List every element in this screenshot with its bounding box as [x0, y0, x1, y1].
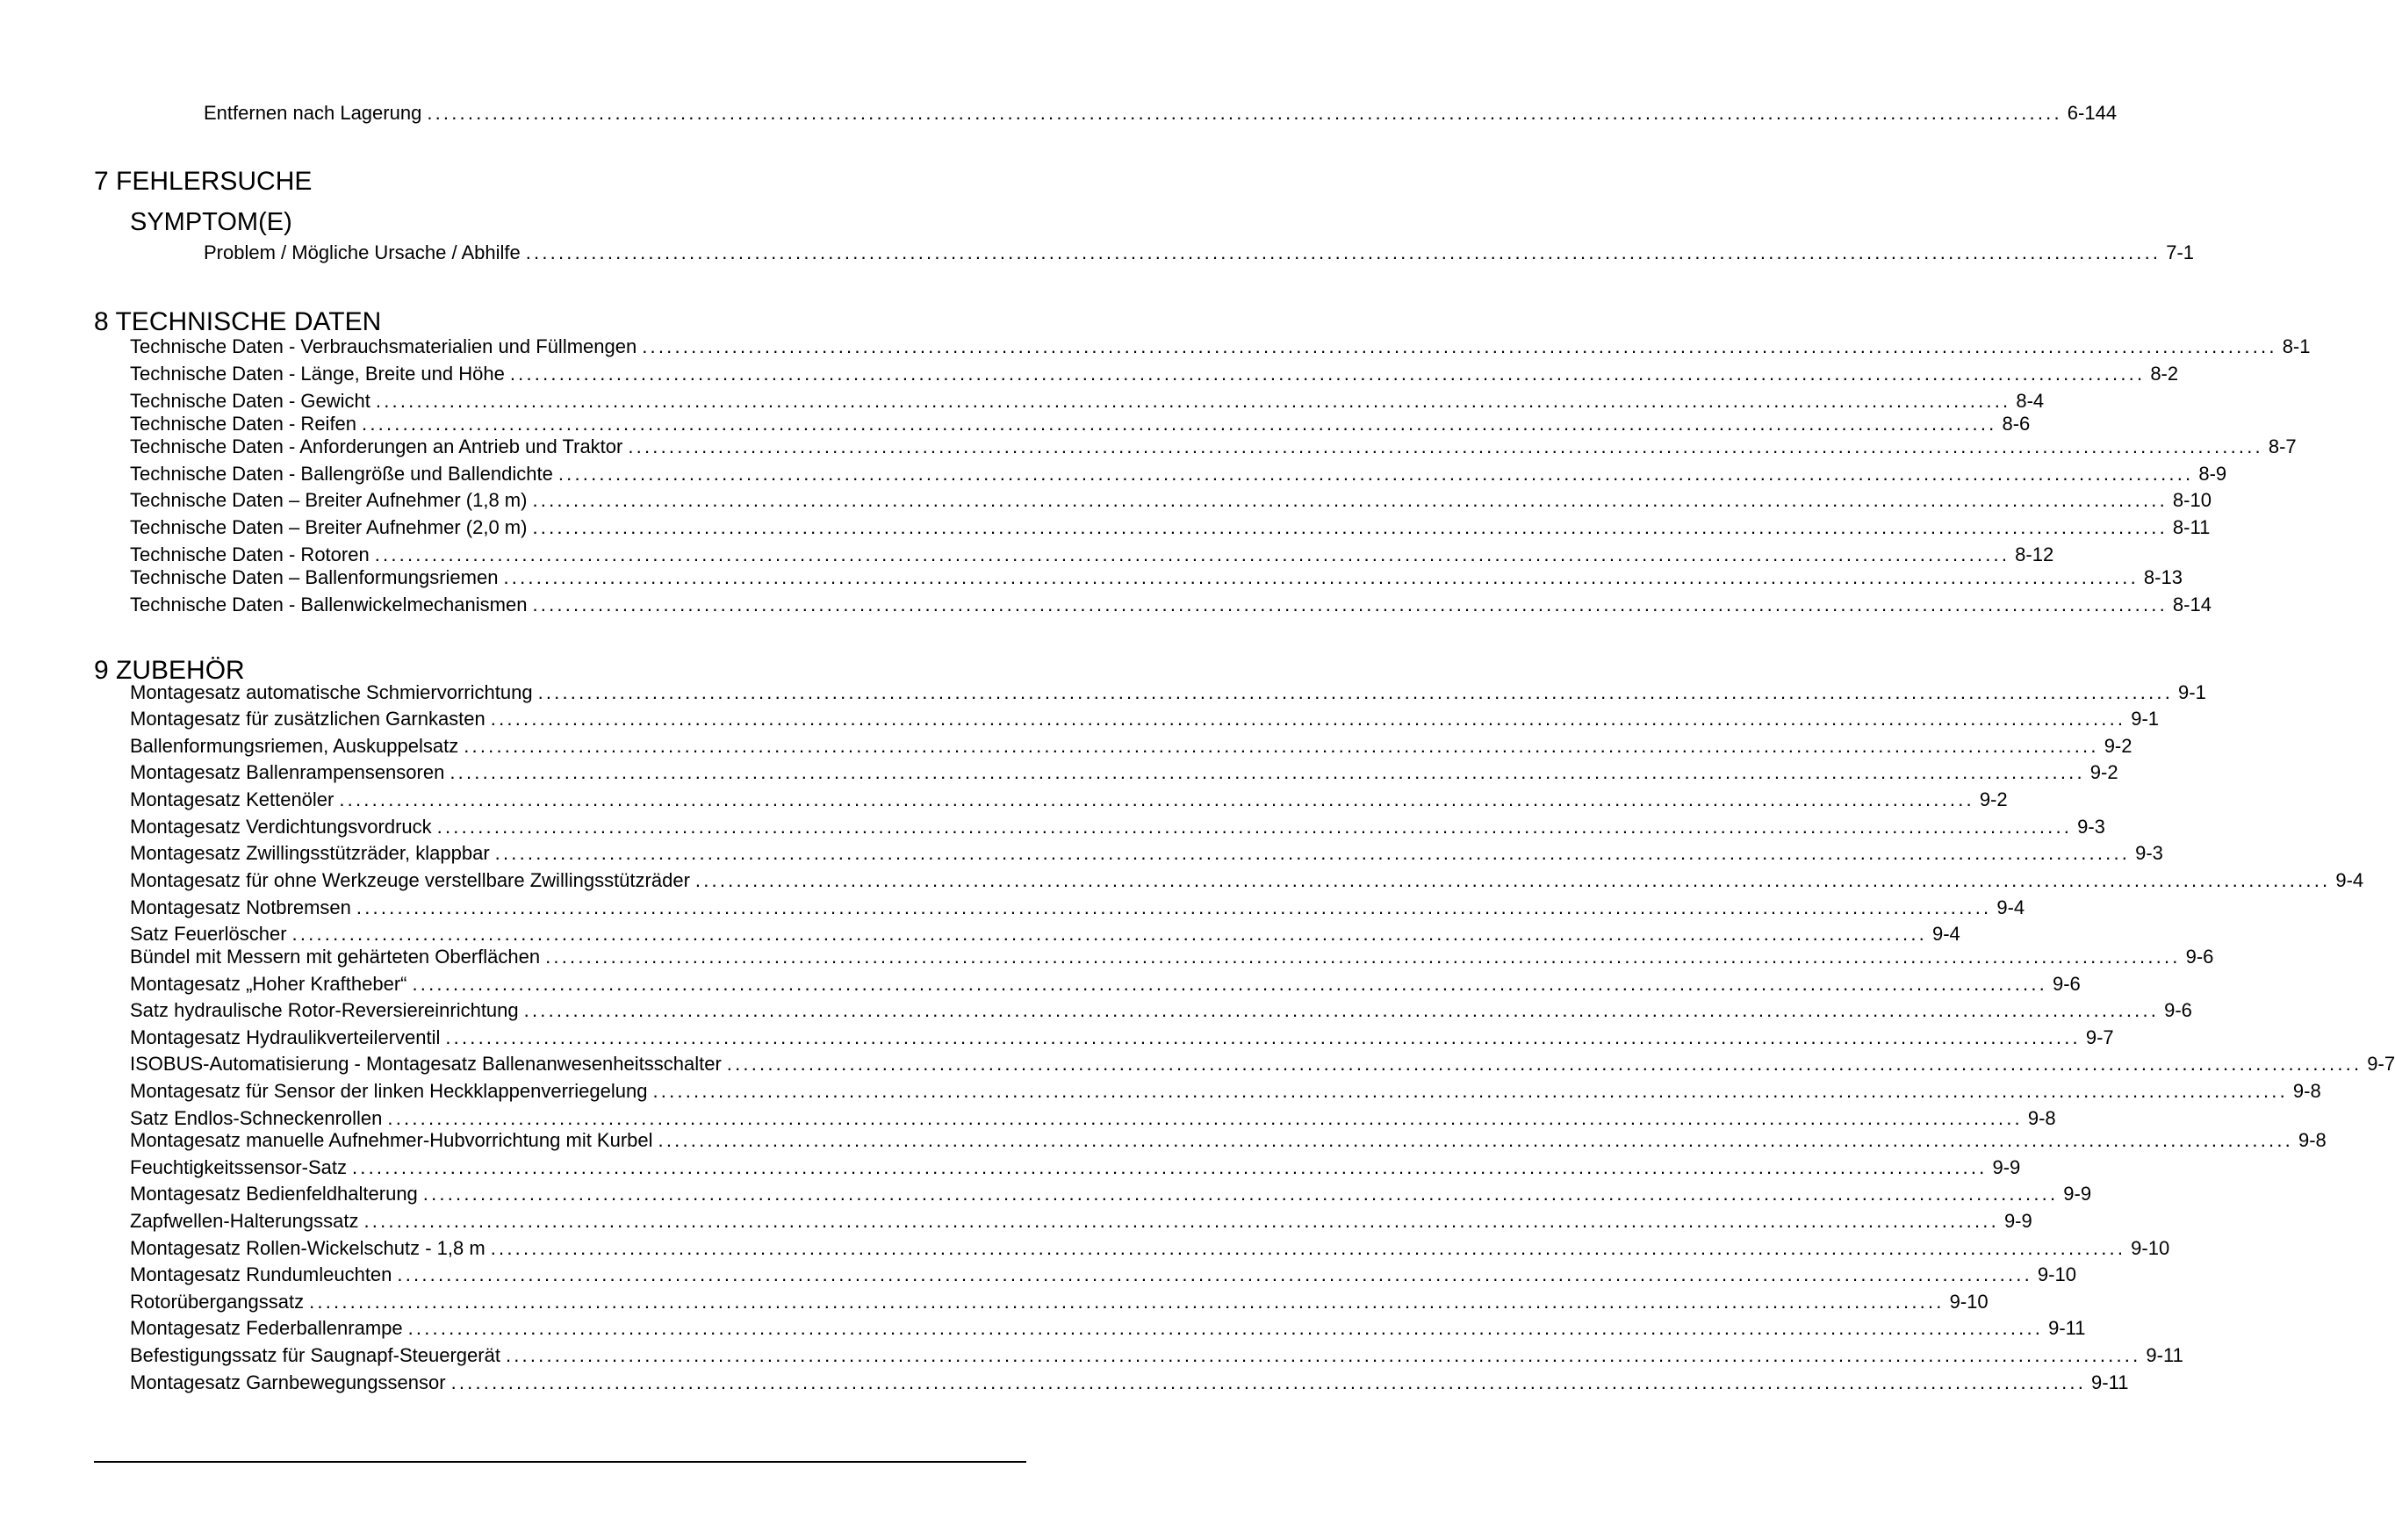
- toc-entry-page: 8-6: [2002, 413, 2031, 435]
- toc-entry-label: Montagesatz Rundumleuchten: [130, 1263, 392, 1285]
- chapter-heading-9[interactable]: 9 ZUBEHÖR: [94, 656, 245, 685]
- toc-entry-label: Technische Daten – Breiter Aufnehmer (1,8 m): [130, 489, 528, 511]
- toc-entry[interactable]: [130, 363, 2179, 385]
- leader-dots: ........................................................................................................................................................................................................: [525, 241, 2161, 263]
- toc-entry-page: 8-4: [2016, 390, 2045, 412]
- toc-entry-page: 8-12: [2015, 543, 2054, 565]
- toc-entry[interactable]: [130, 435, 2297, 458]
- toc-entry-label: Montagesatz für Sensor der linken Heckklappenverriegelung: [130, 1080, 648, 1102]
- toc-entry-label: Bündel mit Messern mit gehärteten Oberflächen: [130, 946, 541, 968]
- toc-entry[interactable]: [130, 1210, 2032, 1233]
- toc-entry-page: 9-11: [2048, 1317, 2086, 1339]
- leader-dots: ........................................................................................................................................................................................................: [494, 842, 2131, 864]
- toc-entry-label: Satz Feuerlöscher: [130, 923, 287, 945]
- leader-dots: ........................................................................................................................................................................................................: [557, 463, 2194, 485]
- toc-entry-page: 6-144: [2067, 102, 2118, 124]
- toc-entry-label: Technische Daten - Ballengröße und Ballendichte: [130, 463, 553, 485]
- toc-entry-page: 9-2: [2104, 735, 2132, 757]
- toc-entry-page: 9-2: [2089, 761, 2118, 783]
- toc-entry[interactable]: [130, 1344, 2183, 1367]
- leader-dots: ........................................................................................................................................................................................................: [397, 1263, 2032, 1285]
- toc-entry-page: 8-9: [2198, 463, 2227, 485]
- toc-entry-label: Feuchtigkeitssensor-Satz: [130, 1156, 347, 1178]
- leader-dots: ........................................................................................................................................................................................................: [422, 1183, 2059, 1205]
- leader-dots: ........................................................................................................................................................................................................: [291, 923, 1927, 945]
- toc-entry-label: Montagesatz Zwillingsstützräder, klappbar: [130, 842, 490, 864]
- chapter-heading-8[interactable]: 8 TECHNISCHE DATEN: [94, 307, 382, 336]
- toc-entry[interactable]: [130, 543, 2054, 566]
- toc-entry-label: Entfernen nach Lagerung: [204, 102, 422, 124]
- toc-entry-label: Montagesatz für zusätzlichen Garnkasten: [130, 708, 485, 730]
- toc-entry[interactable]: [130, 1156, 2021, 1179]
- toc-entry-label: Problem / Mögliche Ursache / Abhilfe: [204, 241, 521, 263]
- toc-entry-page: 9-8: [2292, 1080, 2321, 1102]
- toc-entry-label: Montagesatz „Hoher Kraftheber“: [130, 973, 407, 995]
- toc-entry-page: 9-9: [1992, 1156, 2021, 1178]
- toc-entry-page: 9-4: [1932, 923, 1960, 945]
- leader-dots: ........................................................................................................................................................................................................: [450, 1371, 2087, 1393]
- toc-entry-label: Montagesatz manuelle Aufnehmer-Hubvorrichtung mit Kurbel: [130, 1129, 653, 1151]
- toc-entry-label: Technische Daten - Reifen: [130, 413, 357, 435]
- toc-entry[interactable]: [130, 489, 2212, 512]
- toc-entry-label: Montagesatz Bedienfeldhalterung: [130, 1183, 418, 1205]
- toc-entry-page: 9-10: [2037, 1263, 2076, 1285]
- toc-entry-page: 9-6: [2185, 946, 2214, 968]
- leader-dots: ........................................................................................................................................................................................................: [523, 999, 2160, 1021]
- toc-entry[interactable]: [130, 1291, 1989, 1313]
- leader-dots: ........................................................................................................................................................................................................: [450, 761, 2085, 783]
- toc-entry[interactable]: [130, 1080, 2321, 1103]
- leader-dots: ........................................................................................................................................................................................................: [490, 708, 2126, 730]
- leader-dots: ........................................................................................................................................................................................................: [694, 869, 2331, 891]
- toc-entry-label: Rotorübergangssatz: [130, 1291, 305, 1313]
- toc-entry-page: 9-2: [1979, 788, 2008, 810]
- toc-entry-label: Satz hydraulische Rotor-Reversiereinrichtung: [130, 999, 519, 1021]
- leader-dots: ........................................................................................................................................................................................................: [532, 594, 2168, 615]
- toc-entry[interactable]: [130, 788, 2008, 811]
- leader-dots: ........................................................................................................................................................................................................: [374, 543, 2010, 565]
- leader-dots: ........................................................................................................................................................................................................: [505, 1344, 2141, 1366]
- leader-dots: ........................................................................................................................................................................................................: [362, 413, 1997, 435]
- toc-entry[interactable]: [130, 761, 2118, 784]
- toc-entry-page: 9-9: [2063, 1183, 2092, 1205]
- toc-entry-page: 9-7: [2085, 1026, 2114, 1048]
- toc-entry[interactable]: [130, 681, 2206, 704]
- toc-entry[interactable]: [130, 973, 2081, 996]
- toc-entry-label: Zapfwellen-Halterungssatz: [130, 1210, 359, 1232]
- toc-entry[interactable]: [130, 1371, 2129, 1394]
- toc-entry-label: Technische Daten - Länge, Breite und Höhe: [130, 363, 505, 385]
- leader-dots: ........................................................................................................................................................................................................: [545, 946, 2181, 968]
- toc-entry-page: 9-10: [2131, 1237, 2170, 1259]
- leader-dots: ........................................................................................................................................................................................................: [652, 1080, 2288, 1102]
- leader-dots: ........................................................................................................................................................................................................: [339, 788, 1974, 810]
- chapter-heading-7[interactable]: 7 FEHLERSUCHE: [94, 167, 313, 196]
- toc-entry-page: 8-13: [2143, 566, 2183, 588]
- leader-dots: ........................................................................................................................................................................................................: [352, 1156, 1988, 1178]
- toc-entry[interactable]: [130, 869, 2364, 892]
- toc-entry[interactable]: [130, 735, 2132, 758]
- toc-entry-label: Satz Endlos-Schneckenrollen: [130, 1107, 383, 1129]
- leader-dots: ........................................................................................................................................................................................................: [628, 435, 2263, 457]
- toc-entry-label: Montagesatz Hydraulikverteilerventil: [130, 1026, 441, 1048]
- toc-entry-label: Montagesatz Rollen-Wickelschutz - 1,8 m: [130, 1237, 485, 1259]
- toc-entry[interactable]: [130, 708, 2160, 730]
- toc-entry[interactable]: [130, 896, 2025, 919]
- toc-entry-page: 9-1: [2178, 681, 2206, 703]
- leader-dots: ........................................................................................................................................................................................................: [464, 735, 2099, 757]
- toc-entry[interactable]: [204, 241, 2194, 264]
- toc-entry[interactable]: [130, 1183, 2092, 1205]
- toc-entry-page: 9-11: [2091, 1371, 2129, 1393]
- toc-entry-page: 9-6: [2164, 999, 2192, 1021]
- toc-entry[interactable]: [204, 102, 2118, 125]
- toc-entry-label: Montagesatz Notbremsen: [130, 896, 351, 918]
- toc-entry-page: 9-6: [2052, 973, 2081, 995]
- toc-entry[interactable]: [130, 1237, 2170, 1260]
- toc-entry-page: 9-9: [2003, 1210, 2032, 1232]
- toc-entry[interactable]: [130, 946, 2214, 968]
- toc-entry-page: 8-2: [2150, 363, 2179, 385]
- toc-entry-label: Ballenformungsriemen, Auskuppelsatz: [130, 735, 459, 757]
- leader-dots: ........................................................................................................................................................................................................: [445, 1026, 2081, 1048]
- leader-dots: ........................................................................................................................................................................................................: [387, 1107, 2023, 1129]
- leader-dots: ........................................................................................................................................................................................................: [532, 489, 2168, 511]
- toc-entry-label: Montagesatz für ohne Werkzeuge verstellbare Zwillingsstützräder: [130, 869, 690, 891]
- toc-entry-label: ISOBUS-Automatisierung - Montagesatz Ballenanwesenheitsschalter: [130, 1053, 722, 1075]
- leader-dots: ........................................................................................................................................................................................................: [503, 566, 2139, 588]
- toc-entry-label: Montagesatz Verdichtungsvordruck: [130, 816, 432, 838]
- toc-entry-page: 8-11: [2172, 516, 2211, 538]
- toc-entry[interactable]: [130, 842, 2163, 865]
- toc-entry-label: Befestigungssatz für Saugnapf-Steuergerät: [130, 1344, 500, 1366]
- toc-entry[interactable]: [130, 1053, 2395, 1076]
- leader-dots: ........................................................................................................................................................................................................: [532, 516, 2168, 538]
- toc-entry-label: Montagesatz Ballenrampensensoren: [130, 761, 445, 783]
- toc-entry-page: 9-3: [2135, 842, 2163, 864]
- toc-entry[interactable]: [130, 516, 2211, 539]
- leader-dots: ........................................................................................................................................................................................................: [642, 335, 2277, 357]
- toc-entry[interactable]: [130, 1129, 2327, 1152]
- leader-dots: ........................................................................................................................................................................................................: [309, 1291, 1945, 1313]
- leader-dots: ........................................................................................................................................................................................................: [490, 1237, 2126, 1259]
- footer-rule: [94, 1461, 1026, 1463]
- toc-entry-label: Technische Daten - Rotoren: [130, 543, 370, 565]
- toc-entry-page: 8-7: [2268, 435, 2297, 457]
- toc-entry[interactable]: [130, 390, 2045, 413]
- toc-entry-page: 9-8: [2298, 1129, 2327, 1151]
- toc-entry-label: Montagesatz Kettenöler: [130, 788, 334, 810]
- toc-entry-page: 9-7: [2367, 1053, 2395, 1075]
- toc-entry-page: 9-3: [2077, 816, 2105, 838]
- toc-entry[interactable]: [130, 1263, 2076, 1286]
- toc-entry-label: Technische Daten – Ballenformungsriemen: [130, 566, 499, 588]
- toc-entry-page: 8-10: [2172, 489, 2212, 511]
- leader-dots: ........................................................................................................................................................................................................: [363, 1210, 1999, 1232]
- toc-entry-label: Technische Daten - Verbrauchsmaterialien und Füllmengen: [130, 335, 637, 357]
- toc-entry[interactable]: [130, 999, 2192, 1022]
- toc-entry-label: Montagesatz Garnbewegungssensor: [130, 1371, 446, 1393]
- toc-entry-page: 9-11: [2146, 1344, 2183, 1366]
- leader-dots: ........................................................................................................................................................................................................: [509, 363, 2146, 385]
- leader-dots: ........................................................................................................................................................................................................: [356, 896, 1992, 918]
- toc-entry-page: 9-8: [2027, 1107, 2056, 1129]
- leader-dots: ........................................................................................................................................................................................................: [412, 973, 2047, 995]
- toc-entry-page: 8-1: [2282, 335, 2311, 357]
- toc-entry-label: Technische Daten - Anforderungen an Antrieb und Traktor: [130, 435, 623, 457]
- leader-dots: ........................................................................................................................................................................................................: [436, 816, 2073, 838]
- toc-entry-label: Montagesatz automatische Schmiervorrichtung: [130, 681, 533, 703]
- toc-entry-page: 8-14: [2172, 594, 2212, 615]
- toc-entry[interactable]: [130, 594, 2212, 616]
- leader-dots: ........................................................................................................................................................................................................: [726, 1053, 2363, 1075]
- toc-entry[interactable]: [130, 1317, 2086, 1340]
- leader-dots: ........................................................................................................................................................................................................: [658, 1129, 2293, 1151]
- toc-entry[interactable]: [130, 816, 2105, 838]
- leader-dots: ........................................................................................................................................................................................................: [407, 1317, 2044, 1339]
- toc-entry[interactable]: [130, 335, 2311, 358]
- toc-entry-label: Technische Daten – Breiter Aufnehmer (2,0 m): [130, 516, 528, 538]
- toc-entry-page: 9-4: [2335, 869, 2364, 891]
- toc-entry[interactable]: [130, 566, 2183, 589]
- toc-entry-label: Montagesatz Federballenrampe: [130, 1317, 403, 1339]
- leader-dots: ........................................................................................................................................................................................................: [537, 681, 2174, 703]
- leader-dots: ........................................................................................................................................................................................................: [375, 390, 2011, 412]
- toc-entry-page: 9-1: [2131, 708, 2160, 730]
- toc-entry[interactable]: [130, 1026, 2114, 1049]
- toc-entry-label: Technische Daten - Gewicht: [130, 390, 370, 412]
- toc-entry-page: 7-1: [2166, 241, 2194, 263]
- toc-entry[interactable]: [130, 463, 2227, 486]
- toc-entry-page: 9-4: [1996, 896, 2025, 918]
- leader-dots: ........................................................................................................................................................................................................: [427, 102, 2062, 124]
- toc-entry[interactable]: [130, 923, 1960, 946]
- section-heading-symptome[interactable]: SYMPTOM(E): [130, 208, 292, 236]
- toc-entry-label: Technische Daten - Ballenwickelmechanismen: [130, 594, 528, 615]
- toc-entry-page: 9-10: [1949, 1291, 1989, 1313]
- toc-entry[interactable]: [130, 1107, 2056, 1130]
- toc-entry[interactable]: [130, 413, 2031, 435]
